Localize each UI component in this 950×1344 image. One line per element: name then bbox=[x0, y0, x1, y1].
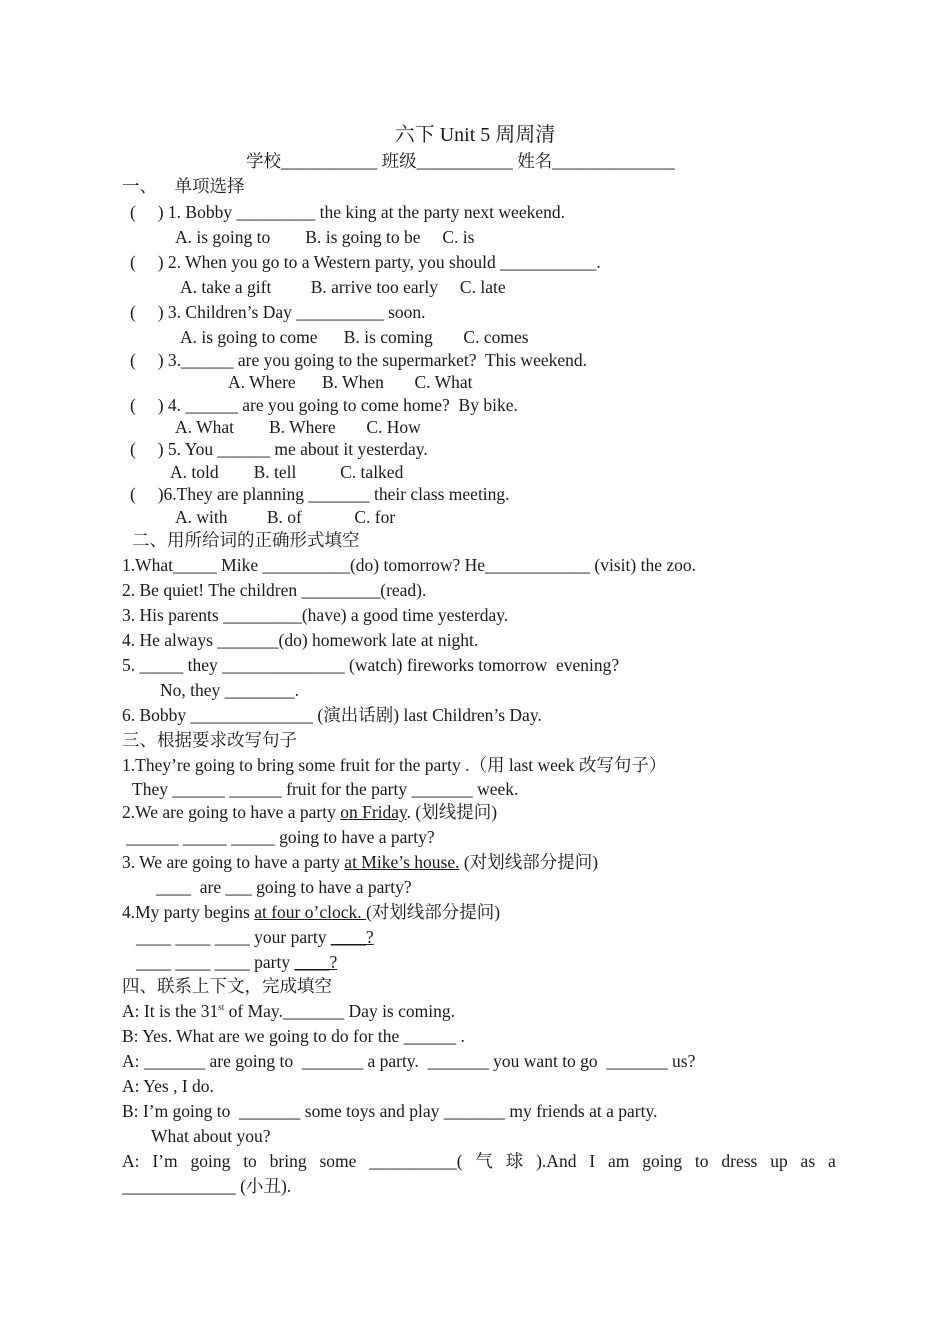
section-4-heading: 四、联系上下文，完成填空 bbox=[122, 976, 332, 996]
question-3b: ( ) 3.______ are you going to the supermarket? This weekend. bbox=[130, 350, 587, 370]
dialogue-line-4: A: Yes , I do. bbox=[122, 1076, 214, 1096]
rewrite-4-answer-b: ____ ____ ____ party ____? bbox=[136, 952, 338, 972]
rewrite-2: 2.We are going to have a party on Friday. (划线提问) bbox=[122, 802, 498, 822]
section-1-heading: 一、 单项选择 bbox=[122, 176, 245, 196]
dialogue-line-1: A: It is the 31st of May._______ Day is coming. bbox=[122, 1001, 455, 1021]
question-3b-options: A. Where B. When C. What bbox=[228, 372, 473, 392]
rewrite-3-answer: ____ are ___ going to have a party? bbox=[156, 877, 412, 897]
question-5: ( ) 5. You ______ me about it yesterday. bbox=[130, 439, 428, 459]
rewrite-1-answer: They ______ ______ fruit for the party _______ week. bbox=[132, 779, 519, 799]
question-6: ( )6.They are planning _______ their class meeting. bbox=[130, 484, 510, 504]
rewrite-3: 3. We are going to have a party at Mike’s house. (对划线部分提问) bbox=[122, 852, 599, 872]
underlined-phrase: at four o’clock. bbox=[254, 902, 366, 922]
question-4-options: A. What B. Where C. How bbox=[175, 417, 421, 437]
question-1: ( ) 1. Bobby _________ the king at the party next weekend. bbox=[130, 202, 565, 222]
student-info-line: 学校___________ 班级___________ 姓名______________ bbox=[246, 151, 675, 171]
question-5-options: A. told B. tell C. talked bbox=[170, 462, 404, 482]
dialogue-line-3: A: _______ are going to _______ a party. _______ you want to go _______ us? bbox=[122, 1051, 696, 1071]
question-3-options: A. is going to come B. is coming C. comes bbox=[180, 327, 529, 347]
section-3-heading: 三、根据要求改写句子 bbox=[122, 730, 297, 750]
dialogue-line-7: _____________ (小丑). bbox=[122, 1176, 292, 1196]
section-2-heading: 二、用所给词的正确形式填空 bbox=[132, 530, 360, 550]
fill-in-6: 6. Bobby ______________ (演出话剧) last Children’s Day. bbox=[122, 705, 542, 725]
question-4: ( ) 4. ______ are you going to come home? By bike. bbox=[130, 395, 518, 415]
fill-in-2: 2. Be quiet! The children _________(read). bbox=[122, 580, 427, 600]
question-3: ( ) 3. Children’s Day __________ soon. bbox=[130, 302, 426, 322]
dialogue-line-6: A: I’m going to bring some __________( 气 球 ).And I am going to dress up as a bbox=[122, 1151, 836, 1171]
question-6-options: A. with B. of C. for bbox=[175, 507, 396, 527]
dialogue-line-5: B: I’m going to _______ some toys and play _______ my friends at a party. bbox=[122, 1101, 658, 1121]
rewrite-4: 4.My party begins at four o’clock. (对划线部分提问) bbox=[122, 902, 501, 922]
dialogue-line-2: B: Yes. What are we going to do for the ______ . bbox=[122, 1026, 465, 1046]
underlined-phrase: on Friday bbox=[340, 802, 407, 822]
underlined-phrase: at Mike’s house. bbox=[344, 852, 460, 872]
fill-in-5: 5. _____ they ______________ (watch) fireworks tomorrow evening? bbox=[122, 655, 620, 675]
question-2: ( ) 2. When you go to a Western party, you should ___________. bbox=[130, 252, 601, 272]
rewrite-1: 1.They’re going to bring some fruit for the party .（用 last week 改写句子） bbox=[122, 755, 667, 775]
fill-in-5-answer: No, they ________. bbox=[160, 680, 300, 700]
dialogue-line-5b: What about you? bbox=[151, 1126, 271, 1146]
fill-in-1: 1.What_____ Mike __________(do) tomorrow? He____________ (visit) the zoo. bbox=[122, 555, 697, 575]
question-2-options: A. take a gift B. arrive too early C. late bbox=[180, 277, 506, 297]
rewrite-2-answer: ______ _____ _____ going to have a party? bbox=[126, 827, 435, 847]
fill-in-3: 3. His parents _________(have) a good time yesterday. bbox=[122, 605, 509, 625]
fill-in-4: 4. He always _______(do) homework late at night. bbox=[122, 630, 479, 650]
rewrite-4-answer-a: ____ ____ ____ your party ____? bbox=[136, 927, 374, 947]
question-1-options: A. is going to B. is going to be C. is bbox=[175, 227, 475, 247]
page-title: 六下 Unit 5 周周清 bbox=[394, 124, 556, 146]
